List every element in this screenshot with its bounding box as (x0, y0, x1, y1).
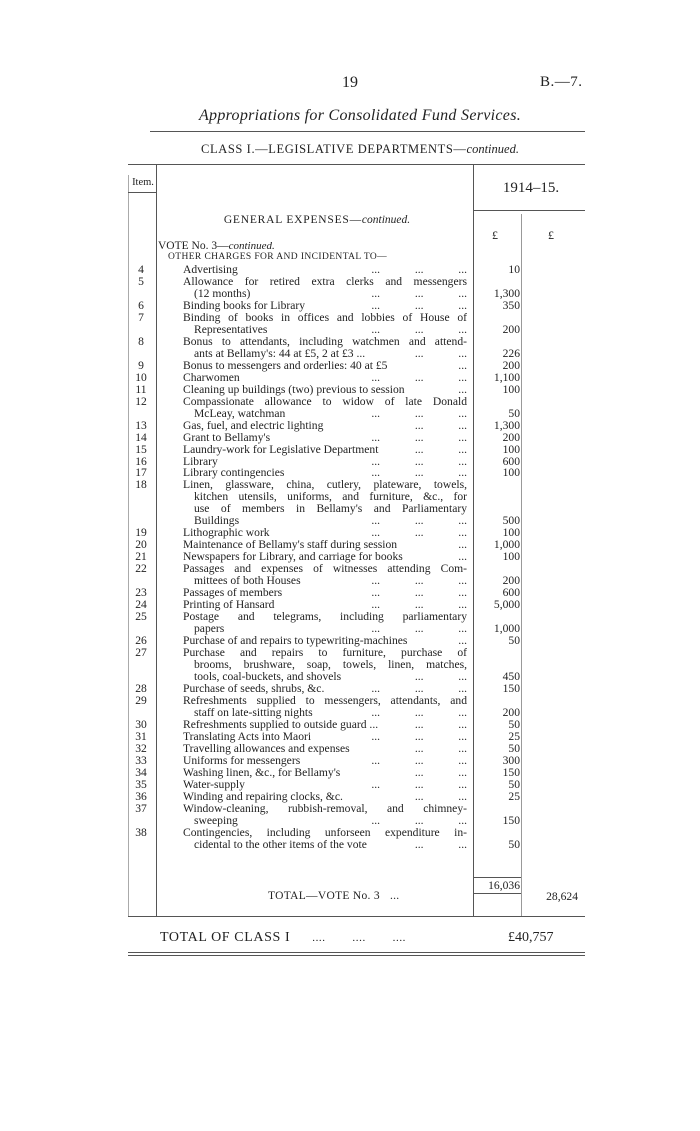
vote-subtotal: 16,036 (488, 879, 520, 892)
item-description (194, 515, 467, 527)
item-description-text: ants at Bellamy's: 44 at £5, 2 at £3 ... (194, 347, 366, 360)
item-description-text: staff on late-sitting nights (194, 706, 313, 719)
item-amount: 1,300 (493, 286, 520, 300)
item-description (183, 420, 467, 432)
class-total-text: TOTAL OF CLASS I (160, 930, 291, 945)
item-description (194, 623, 467, 635)
item-description (194, 408, 467, 420)
item-number: 27 (135, 646, 147, 660)
item-description (183, 527, 467, 539)
item-description (183, 647, 467, 659)
item-column-header: Item. (132, 177, 154, 188)
leader-dots: ... (455, 539, 467, 552)
item-amount: 300 (502, 753, 520, 767)
item-amount: 150 (502, 813, 520, 827)
item-description (194, 815, 467, 827)
item-number: 22 (135, 562, 147, 576)
vote-label (158, 240, 275, 252)
item-description-text: Maintenance of Bellamy's staff during session (183, 539, 398, 552)
leader-dots: ... ... ... (365, 587, 467, 600)
item-number: 35 (135, 777, 147, 791)
item-amount: 50 (508, 837, 520, 851)
item-description-text: tools, coal-buckets, and shovels (194, 670, 342, 683)
item-description-text: Advertising (183, 264, 238, 276)
item-number: 13 (135, 418, 147, 432)
item-number: 15 (135, 442, 147, 456)
item-description (183, 683, 467, 695)
item-description-text: (12 months) (194, 287, 251, 300)
class-total-label (160, 930, 406, 946)
item-description-text: McLeay, watchman (194, 407, 286, 420)
item-description (183, 635, 467, 647)
item-number: 20 (135, 538, 147, 552)
leader-dots: ... ... (409, 419, 467, 432)
leader-dots: ... ... ... (365, 455, 467, 468)
item-description (194, 288, 467, 300)
leader-dots: ... ... ... (365, 299, 467, 312)
item-description-text: Library contingencies (183, 467, 285, 480)
item-description (183, 803, 467, 815)
item-number: 25 (135, 610, 147, 624)
item-description-text: Refreshments supplied to outside guard ... (183, 718, 379, 731)
grand-total-rule-1 (128, 952, 585, 953)
leader-dots: ... ... ... (365, 515, 467, 528)
item-description-text: Uniforms for messengers (183, 754, 301, 767)
item-amount: 50 (508, 634, 520, 648)
item-description-text: sweeping (194, 814, 238, 827)
item-description (183, 827, 467, 839)
item-description (183, 779, 467, 791)
leader-dots: ... ... ... (365, 599, 467, 612)
item-number: 9 (138, 358, 144, 372)
item-amount: 1,000 (493, 622, 520, 636)
section-title-suffix: continued. (361, 214, 411, 226)
subtotal-rule-bottom (473, 893, 521, 894)
item-description-text: Purchase of and repairs to typewriting-machines (183, 635, 408, 648)
item-header-rule (128, 192, 156, 193)
item-number: 38 (135, 825, 147, 839)
leader-dots: ... ... ... (365, 467, 467, 480)
item-amount: 350 (502, 298, 520, 312)
item-description (183, 479, 467, 491)
item-description-text: Laundry-work for Legislative Department (183, 443, 379, 456)
item-description-text: Newspapers for Library, and carriage for books (183, 551, 403, 564)
currency-symbol-col2: £ (548, 228, 554, 242)
item-description-text: Water-supply (183, 778, 245, 791)
item-description-text: cidental to the other items of the vote (194, 838, 367, 851)
item-number: 31 (135, 729, 147, 743)
item-amount: 600 (502, 586, 520, 600)
item-description (183, 384, 467, 396)
item-amount: 50 (508, 717, 520, 731)
item-description-text: Charwomen (183, 371, 240, 384)
item-amount: 25 (508, 789, 520, 803)
leader-dots: ... ... ... (365, 264, 467, 276)
amount-column-rule-mid (521, 214, 522, 916)
item-description (183, 791, 467, 803)
item-description (183, 719, 467, 731)
currency-symbol-col1: £ (492, 228, 498, 242)
item-description-text: Window-cleaning, rubbish-removal, and chimney- (183, 802, 467, 815)
item-amount: 100 (502, 466, 520, 480)
item-description (194, 348, 467, 360)
item-description (194, 503, 467, 515)
leader-dots: ... ... ... (365, 575, 467, 588)
item-number: 10 (135, 370, 147, 384)
item-amount: 1,300 (493, 418, 520, 432)
item-number: 11 (135, 382, 147, 396)
item-description-text: Cleaning up buildings (two) previous to session (183, 383, 405, 396)
leader-dots: ... ... ... (365, 682, 467, 695)
vote-total-dots: ... (389, 890, 400, 902)
leader-dots: ... ... (409, 347, 467, 360)
item-description-text: Binding books for Library (183, 299, 306, 312)
class-title-text: CLASS I.—LEGISLATIVE DEPARTMENTS— (201, 142, 467, 156)
item-amount: 200 (502, 322, 520, 336)
item-description (183, 767, 467, 779)
item-description (183, 300, 467, 312)
item-number: 18 (135, 478, 147, 492)
item-description (194, 839, 467, 851)
leader-dots: ... ... (409, 790, 467, 803)
item-number: 28 (135, 681, 147, 695)
item-description-text: Bonus to messengers and orderlies: 40 at £5 (183, 359, 388, 372)
item-description-text: Printing of Hansard (183, 599, 275, 612)
item-number: 21 (135, 550, 147, 564)
item-amount: 50 (508, 777, 520, 791)
vote-label-text: VOTE No. 3— (158, 240, 229, 252)
item-description (183, 599, 467, 611)
item-description (194, 671, 467, 683)
year-header: 1914–15. (502, 180, 560, 196)
item-description (183, 551, 467, 563)
leader-dots: ... ... ... (365, 431, 467, 444)
item-amount: 100 (502, 442, 520, 456)
grand-total-rule-2 (128, 955, 585, 956)
item-description-text: brooms, brushware, soap, towels, linen, matches, (194, 659, 467, 671)
item-description (183, 695, 467, 707)
item-description-text: Translating Acts into Maori (183, 730, 312, 743)
item-description (183, 264, 467, 276)
item-description (183, 432, 467, 444)
item-amount: 50 (508, 406, 520, 420)
item-description (183, 360, 467, 372)
item-description-text: Representatives (194, 323, 268, 336)
item-amount: 200 (502, 430, 520, 444)
item-amount: 500 (502, 514, 520, 528)
item-number: 33 (135, 753, 147, 767)
item-description (183, 539, 467, 551)
item-description (183, 276, 467, 288)
section-title-text: GENERAL EXPENSES— (223, 214, 362, 226)
item-description-text: Grant to Bellamy's (183, 431, 271, 444)
leader-dots: ... ... ... (365, 371, 467, 384)
item-amount: 450 (502, 669, 520, 683)
item-number: 34 (135, 765, 147, 779)
leader-dots: ... (455, 359, 467, 372)
item-description-text: kitchen utensils, uniforms, and furniture, &c., for (194, 491, 467, 504)
item-description (183, 396, 467, 408)
item-description-text: Winding and repairing clocks, &c. (183, 790, 343, 803)
item-description (183, 611, 467, 623)
item-description-text: Refreshments supplied to messengers, attendants, and (183, 694, 467, 707)
subheading: OTHER CHARGES FOR AND INCIDENTAL TO— (168, 252, 388, 262)
class-title (150, 142, 570, 157)
item-number: 29 (135, 693, 147, 707)
section-title (158, 214, 476, 226)
item-description-text: Lithographic work (183, 527, 270, 540)
item-description-text: Linen, glassware, china, cutlery, plateware, towels, (183, 479, 467, 492)
leader-dots: ... (455, 635, 467, 648)
item-column-rule (156, 164, 157, 916)
item-description (183, 731, 467, 743)
document-reference: B.—7. (540, 74, 583, 90)
class-title-suffix: continued. (466, 142, 519, 156)
item-amount: 226 (502, 346, 520, 360)
item-number: 32 (135, 741, 147, 755)
item-description (194, 491, 467, 503)
subtotal-rule-top (473, 877, 521, 878)
leader-dots: ... ... ... (365, 754, 467, 767)
leader-dots: ... (455, 383, 467, 396)
item-description (183, 336, 467, 348)
item-description (183, 467, 467, 479)
item-description-text: use of members in Bellamy's and Parliamentary (194, 503, 467, 516)
item-amount: 200 (502, 705, 520, 719)
item-amount: 50 (508, 741, 520, 755)
item-amount: 1,100 (493, 370, 520, 384)
item-description-text: Washing linen, &c., for Bellamy's (183, 766, 341, 779)
leader-dots: ... ... (409, 670, 467, 683)
item-number: 26 (135, 634, 147, 648)
item-description-text: Purchase of seeds, shrubs, &c. (183, 682, 325, 695)
item-description-text: Purchase and repairs to furniture, purchase of (183, 647, 467, 660)
item-description-text: papers (194, 623, 225, 636)
item-description-text: Bonus to attendants, including watchmen and attend- (183, 335, 467, 348)
page-number: 19 (342, 74, 358, 91)
vote-total-label (268, 890, 399, 902)
leader-dots: ... ... (409, 766, 467, 779)
item-description (194, 659, 467, 671)
item-description-text: Contingencies, including unforseen expenditure in- (183, 826, 467, 839)
item-description-text: Buildings (194, 515, 240, 528)
item-amount: 150 (502, 765, 520, 779)
item-description (183, 563, 467, 575)
item-description-text: Compassionate allowance to widow of late Donald (183, 395, 467, 408)
item-description-text: Binding of books in offices and lobbies of House of (183, 311, 467, 324)
item-description (183, 444, 467, 456)
item-number: 14 (135, 430, 147, 444)
table-bottom-rule (128, 916, 585, 917)
item-description-text: Library (183, 455, 218, 468)
item-description (183, 587, 467, 599)
vote-total-text: TOTAL—VOTE No. 3 (268, 890, 380, 902)
item-number: 7 (138, 310, 144, 324)
leader-dots: ... ... ... (365, 706, 467, 719)
leader-dots: ... ... ... (365, 814, 467, 827)
item-number: 24 (135, 598, 147, 612)
item-amount: 25 (508, 729, 520, 743)
leader-dots: ... ... ... (365, 527, 467, 540)
leader-dots: ... ... ... (365, 623, 467, 636)
item-number: 30 (135, 717, 147, 731)
item-amount: 600 (502, 454, 520, 468)
item-amount: 1,000 (493, 538, 520, 552)
item-description-text: mittees of both Houses (194, 575, 301, 588)
item-description-text: Postage and telegrams, including parliamentary (183, 611, 467, 624)
leader-dots: ... ... ... (365, 287, 467, 300)
page-title: Appropriations for Consolidated Fund Services. (198, 107, 522, 124)
item-number: 19 (135, 526, 147, 540)
vote-label-suffix: continued. (228, 240, 275, 252)
item-number: 12 (135, 394, 147, 408)
item-description-text: Allowance for retired extra clerks and messengers (183, 275, 467, 288)
item-number: 36 (135, 789, 147, 803)
item-number: 17 (135, 466, 147, 480)
class-total-value: £40,757 (508, 930, 554, 945)
leader-dots: ... ... ... (365, 407, 467, 420)
item-amount: 200 (502, 574, 520, 588)
item-description (183, 372, 467, 384)
item-description-text: Passages and expenses of witnesses attending Com- (183, 563, 467, 576)
item-description-text: Gas, fuel, and electric lighting (183, 419, 324, 432)
item-amount: 10 (508, 263, 520, 276)
item-number: 37 (135, 801, 147, 815)
item-amount: 150 (502, 681, 520, 695)
item-description (194, 575, 467, 587)
item-number: 4 (138, 263, 144, 276)
class-total-dots: .... .... .... (312, 932, 407, 944)
item-amount: 100 (502, 550, 520, 564)
table-top-rule (128, 164, 585, 165)
item-amount: 100 (502, 526, 520, 540)
item-description (194, 324, 467, 336)
item-description-text: Passages of members (183, 587, 283, 600)
item-description (183, 755, 467, 767)
leader-dots: ... (455, 551, 467, 564)
leader-dots: ... ... (409, 443, 467, 456)
item-number: 16 (135, 454, 147, 468)
item-number: 5 (138, 274, 144, 288)
item-description (183, 456, 467, 468)
leader-dots: ... ... (409, 742, 467, 755)
title-divider (150, 131, 585, 132)
item-description (183, 743, 467, 755)
item-amount: 5,000 (493, 598, 520, 612)
leader-dots: ... ... (409, 718, 467, 731)
item-number: 6 (138, 298, 144, 312)
leader-dots: ... ... ... (365, 778, 467, 791)
leader-dots: ... ... (409, 838, 467, 851)
leader-dots: ... ... ... (365, 323, 467, 336)
amount-column-rule-left (473, 164, 474, 916)
year-header-rule (473, 210, 585, 211)
item-amount: 100 (502, 382, 520, 396)
item-number: 8 (138, 334, 144, 348)
vote-total: 28,624 (546, 890, 578, 903)
item-number: 23 (135, 586, 147, 600)
item-description (194, 707, 467, 719)
item-description-text: Travelling allowances and expenses (183, 742, 350, 755)
item-description (183, 312, 467, 324)
item-amount: 200 (502, 358, 520, 372)
leader-dots: ... ... ... (365, 730, 467, 743)
